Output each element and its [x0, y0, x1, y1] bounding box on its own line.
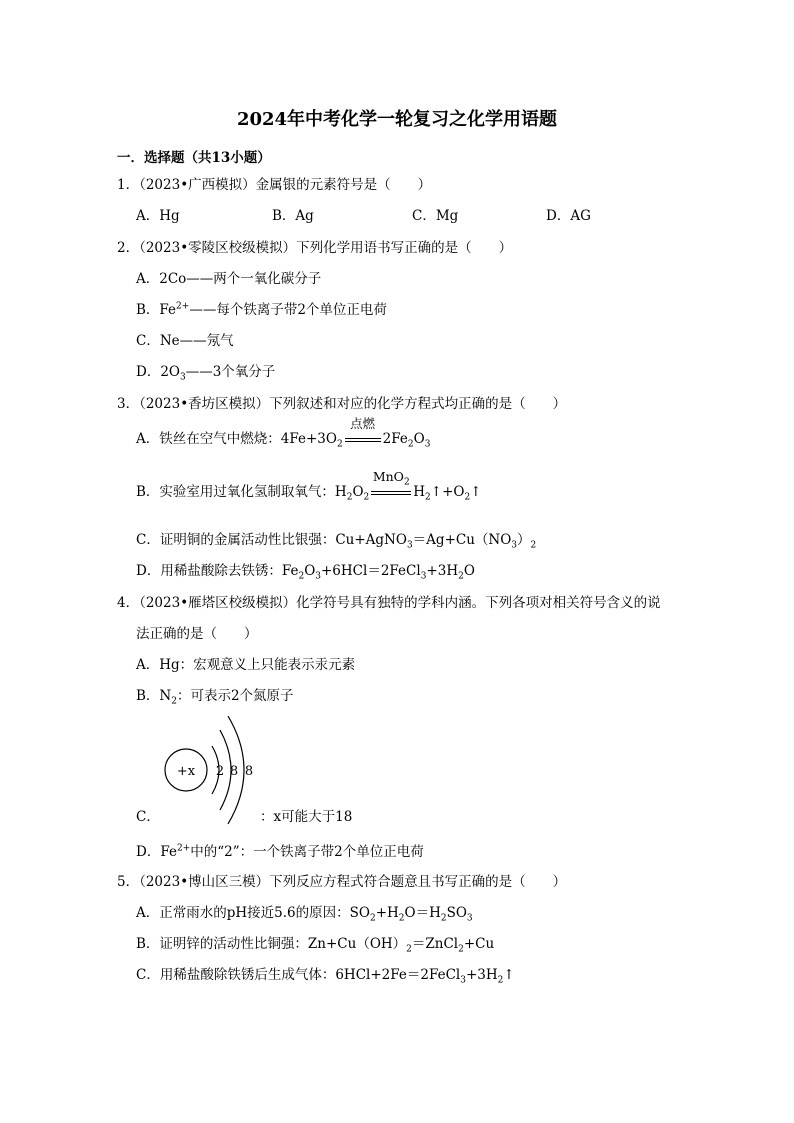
shell-electrons-1: 2	[215, 764, 225, 779]
section-heading: 一．选择题（共13小题）	[117, 150, 271, 166]
question-1-option-b: B．Ag	[272, 208, 314, 224]
question-5-stem: 5．（2023•博山区三模）下列反应方程式符合题意且书写正确的是（ ）	[117, 874, 567, 890]
shell-electrons-2: 8	[229, 764, 239, 779]
question-1-stem: 1．（2023•广西模拟）金属银的元素符号是（ ）	[117, 177, 432, 193]
question-4-option-c-text: ：x可能大于18	[260, 809, 353, 825]
question-4-option-b: B．$N_2$：可表示2个氮原子	[136, 688, 294, 707]
shell-electrons-3: 8	[244, 764, 254, 779]
question-2-option-b: B．$Fe^{2+}——$每个铁离子带2个单位正电荷	[136, 301, 387, 318]
reaction-condition: 点燃	[345, 430, 381, 448]
question-4-stem-line-2: 法正确的是（ ）	[136, 626, 258, 642]
question-1-options	[136, 207, 676, 225]
atom-structure-svg	[160, 706, 270, 846]
question-2-option-a: A．2Co——两个一氧化碳分子	[136, 271, 322, 287]
question-3-option-b: B．实验室用过氧化氢制取氧气：$H_2O_2$ MnO$_2$ $H_2↑+O_2↑$	[136, 469, 482, 503]
question-5-option-c: C．用稀盐酸除铁锈后生成气体：$6HCl+2Fe=2FeCl_3+3H_2↑$	[136, 967, 515, 986]
question-3-option-c: C．证明铜的金属活动性比银强：$Cu+AgNO_3=Ag+Cu(NO_3)_2$	[136, 532, 537, 551]
question-4-option-c-label: C．	[136, 809, 160, 825]
question-3-stem: 3．（2023•香坊区模拟）下列叙述和对应的化学方程式均正确的是（ ）	[117, 396, 567, 412]
atom-structure-diagram	[160, 706, 270, 846]
question-3-option-d: D．用稀盐酸除去铁锈：$Fe_2O_3+6HCl=2FeCl_3+3H_2O$	[136, 563, 475, 582]
question-1-option-c: C．Mg	[412, 208, 459, 224]
question-4-stem-line-1: 4．（2023•雁塔区校级模拟）化学符号具有独特的学科内涵。下列各项对相关符号含义的说	[117, 595, 661, 611]
question-3-option-a: A．铁丝在空气中燃烧：$4Fe+3O_2$ 点燃 $2Fe_2O_3$	[136, 416, 431, 450]
question-4-option-a: A．Hg：宏观意义上只能表示汞元素	[136, 657, 356, 673]
question-5-option-a: A．正常雨水的pH接近5.6的原因：$SO_2+H_2O=H_2SO_3$	[136, 905, 473, 924]
question-4-option-d: D．$Fe^{2+}$中的“2”：一个铁离子带2个单位正电荷	[136, 843, 424, 860]
question-5-option-b: B．证明锌的活动性比铜强：$Zn+Cu(OH)_2=ZnCl_2+Cu$	[136, 936, 495, 955]
nucleus-charge: +x	[176, 764, 196, 779]
question-2-option-c: C．Ne——氖气	[136, 333, 234, 349]
document-title: 2024年中考化学一轮复习之化学用语题	[236, 109, 558, 130]
question-2-stem: 2．（2023•零陵区校级模拟）下列化学用语书写正确的是（ ）	[117, 240, 513, 256]
question-2-option-d: D．$2O_3——3$个氧分子	[136, 364, 276, 383]
question-1-option-d: D．AG	[546, 208, 591, 224]
question-1-option-a: A．Hg	[136, 208, 180, 224]
reaction-catalyst: MnO$_2$	[371, 483, 411, 501]
